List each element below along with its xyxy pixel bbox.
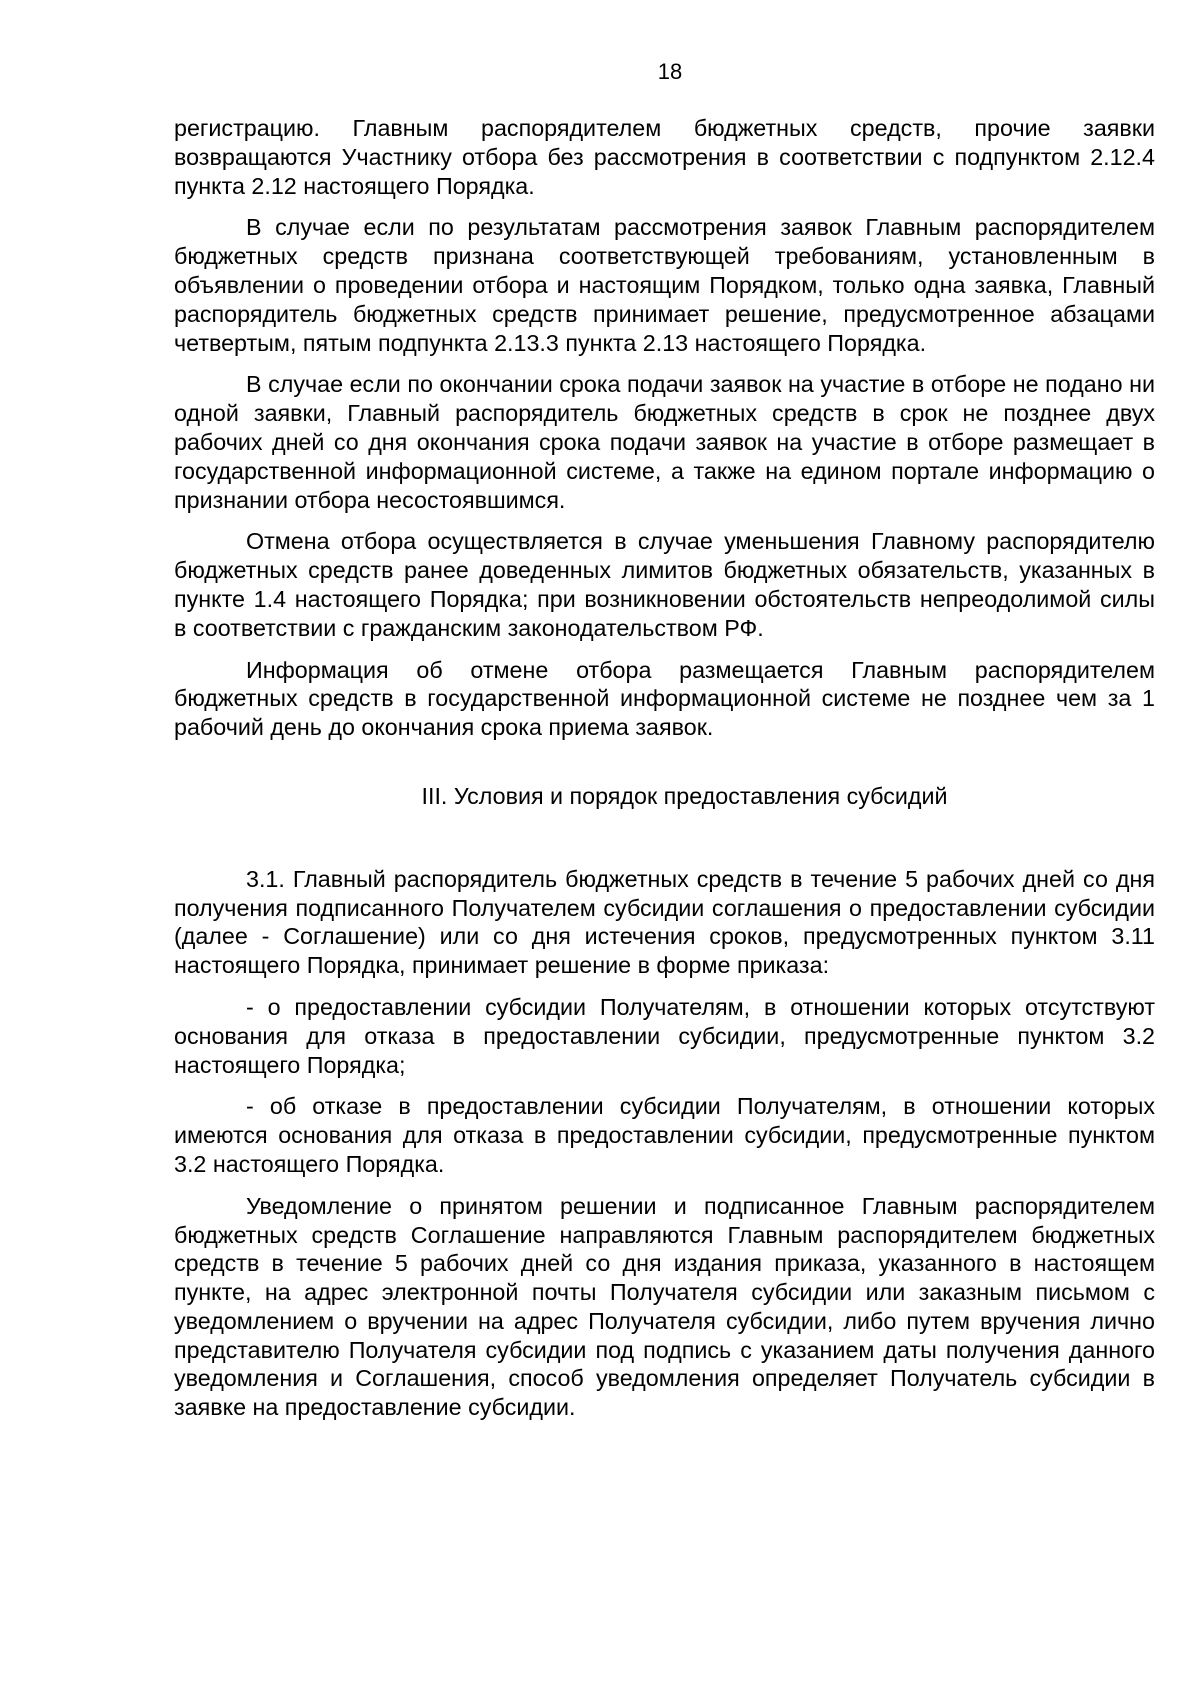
page-number: 18 xyxy=(657,59,683,84)
section-heading: III. Условия и порядок предоставления субсидий xyxy=(421,782,948,809)
document-body xyxy=(174,114,1155,1435)
paragraph-no-applications: В случае если по окончании срока подачи заявок на участие в отборе не подано ни одной заявки, Главный распорядитель бюджетных средств в срок не позднее двух рабочих дней со дня окончания срока подачи заявок на участие в отборе размещает в государственной информационной системе, а также на едином портале информацию о признании отбора несостоявшимся. xyxy=(174,371,1155,513)
paragraph-clause-3-1: 3.1. Главный распорядитель бюджетных средств в течение 5 рабочих дней со дня получения подписанного Получателем субсидии соглашения о предоставлении субсидии (далее - Соглашение) или со дня истечения сроков, предусмотренных пунктом 3.11 настоящего Порядка, принимает решение в форме приказа: xyxy=(174,865,1155,979)
paragraph-continuation: регистрацию. Главным распорядителем бюджетных средств, прочие заявки возвращаются Участнику отбора без рассмотрения в соответствии с подпунктом 2.12.4 пункта 2.12 настоящего Порядка. xyxy=(174,115,1155,199)
paragraph-notification: Уведомление о принятом решении и подписанное Главным распорядителем бюджетных средств Соглашение направляются Главным распорядителем бюджетных средств в течение 5 рабочих дней со дня издания приказа, указанного в настоящем пункте, на адрес электронной почты Получателя субсидии или заказным письмом с уведомлением о вручении на адрес Получателя субсидии, либо путем вручения лично представителю Получателя субсидии под подпись с указанием даты получения данного уведомления и Соглашения, способ уведомления определяет Получатель субсидии в заявке на предоставление субсидии. xyxy=(174,1192,1155,1421)
paragraph-single-application: В случае если по результатам рассмотрения заявок Главным распорядителем бюджетных средств признана соответствующей требованиям, установленным в объявлении о проведении отбора и настоящим Порядком, только одна заявка, Главный распорядитель бюджетных средств принимает решение, предусмотренное абзацами четвертым, пятым подпункта 2.13.3 пункта 2.13 настоящего Порядка. xyxy=(174,214,1155,356)
paragraph-cancellation-info: Информация об отмене отбора размещается Главным распорядителем бюджетных средств в государственной информационной системе не позднее чем за 1 рабочий день до окончания срока приема заявок. xyxy=(174,656,1155,741)
paragraph-selection-cancellation: Отмена отбора осуществляется в случае уменьшения Главному распорядителю бюджетных средств ранее доведенных лимитов бюджетных обязательств, указанных в пункте 1.4 настоящего Порядка; при возникновении обстоятельств непреодолимой силы в соответствии с гражданским законодательством РФ. xyxy=(174,528,1155,641)
paragraph-refusal-decision: - об отказе в предоставлении субсидии Получателям, в отношении которых имеются основания для отказа в предоставлении субсидии, предусмотренные пунктом 3.2 настоящего Порядка. xyxy=(174,1093,1155,1177)
paragraph-grant-decision: - о предоставлении субсидии Получателям, в отношении которых отсутствуют основания для отказа в предоставлении субсидии, предусмотренные пунктом 3.2 настоящего Порядка; xyxy=(174,993,1155,1078)
